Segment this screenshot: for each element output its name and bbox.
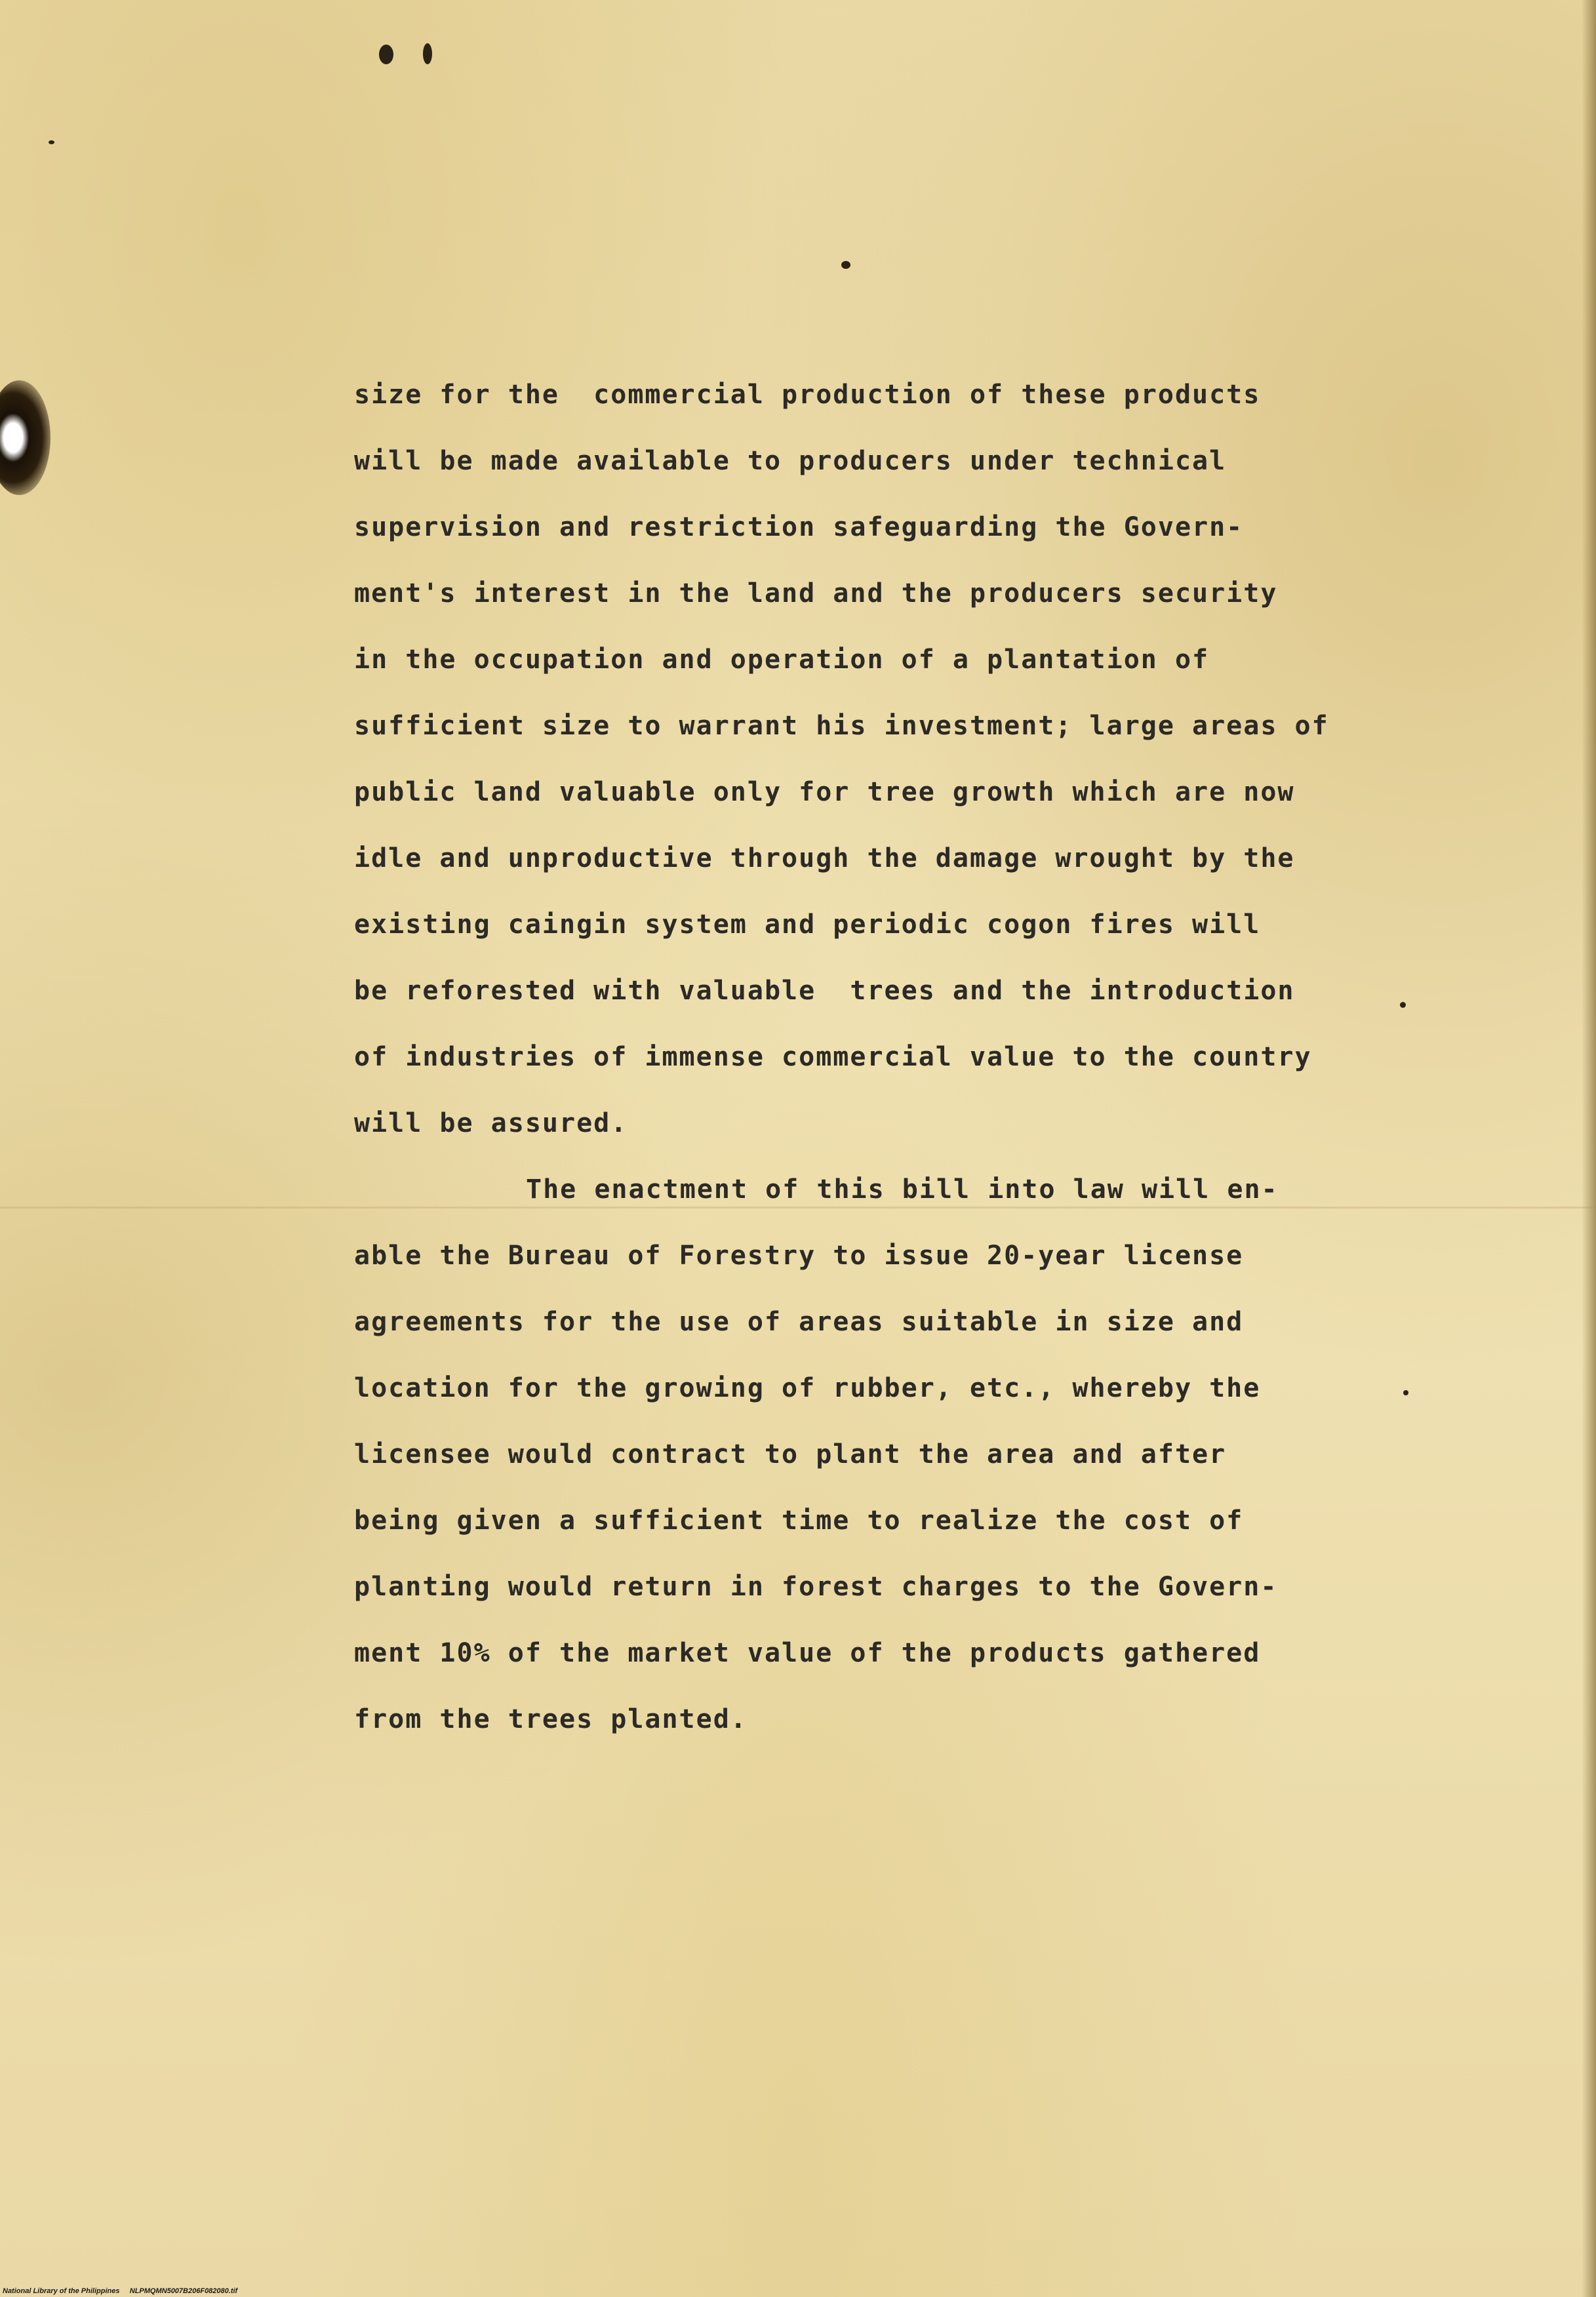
text-line: be reforested with valuable trees and the introduction — [354, 976, 1295, 1006]
ink-spot — [1403, 1390, 1408, 1395]
ink-spot — [379, 45, 393, 64]
ink-spot — [49, 140, 54, 144]
text-line: planting would return in forest charges to the Govern- — [354, 1572, 1278, 1602]
text-line: location for the growing of rubber, etc., whereby the — [354, 1373, 1261, 1403]
typed-text — [354, 375, 1338, 1766]
text-line: able the Bureau of Forestry to issue 20-year license — [354, 1241, 1244, 1271]
text-line: licensee would contract to plant the area and after — [354, 1439, 1227, 1469]
text-line: will be assured. — [354, 1108, 628, 1138]
paragraph-1 — [354, 375, 1338, 1170]
archive-footer — [3, 2287, 237, 2295]
ink-spot — [423, 43, 432, 64]
text-line: will be made available to producers under technical — [354, 446, 1227, 476]
text-line: agreements for the use of areas suitable in size and — [354, 1307, 1244, 1337]
paragraph-2 — [354, 1170, 1338, 1766]
scan-filename: NLPMQMN5007B206F082080.tif — [129, 2287, 238, 2295]
text-line: size for the commercial production of these products — [354, 380, 1261, 410]
text-line: from the trees planted. — [354, 1704, 748, 1734]
burn-hole — [0, 380, 50, 495]
text-line: existing caingin system and periodic cogon fires will — [354, 909, 1261, 940]
text-line: The enactment of this bill into law will en- — [526, 1174, 1279, 1205]
text-line: in the occupation and operation of a plantation of — [354, 645, 1210, 675]
text-line: ment's interest in the land and the producers security — [354, 578, 1278, 609]
ink-spot — [841, 261, 850, 269]
text-line: idle and unproductive through the damage wrought by the — [354, 843, 1295, 873]
text-line: supervision and restriction safeguarding the Govern- — [354, 512, 1244, 542]
library-name: National Library of the Philippines — [3, 2287, 120, 2295]
text-line: sufficient size to warrant his investment; large areas of — [354, 711, 1329, 741]
text-line: of industries of immense commercial value to the country — [354, 1042, 1312, 1072]
paper-edge-shadow — [1582, 0, 1596, 2297]
text-line: being given a sufficient time to realize the cost of — [354, 1506, 1244, 1536]
text-line: public land valuable only for tree growth which are now — [354, 777, 1295, 807]
text-line: ment 10% of the market value of the products gathered — [354, 1638, 1261, 1668]
ink-spot — [1400, 1002, 1406, 1008]
